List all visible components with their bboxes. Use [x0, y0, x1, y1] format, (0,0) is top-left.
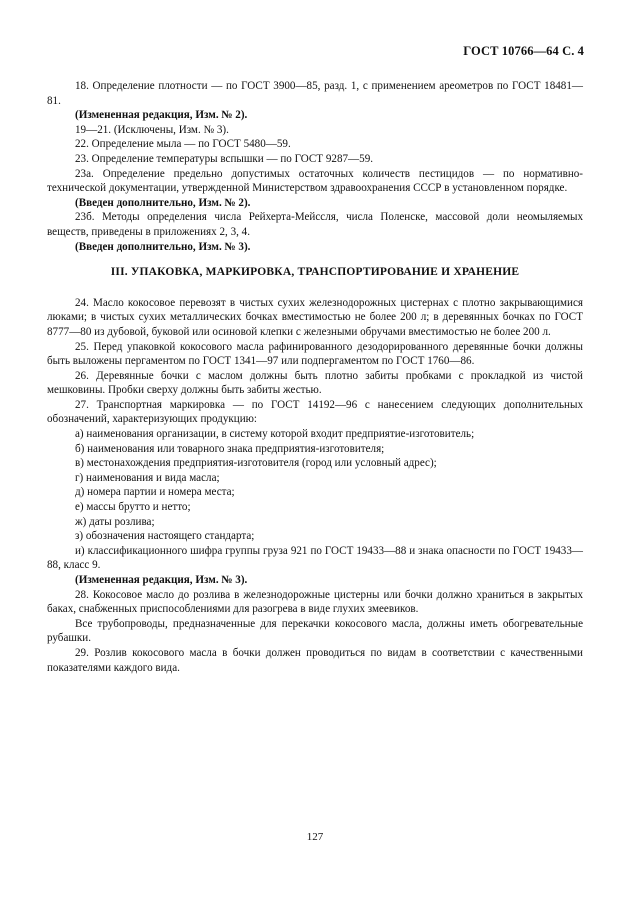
list-item: и) классификационного шифра группы груза 921 по ГОСТ 19433—88 и знака опасности по ГОСТ 19433—88, класс 9. — [47, 544, 583, 572]
paragraph-29: 29. Розлив кокосового масла в бочки должен проводиться по видам в соответствии с качественными показателями каждого вида. — [47, 646, 583, 674]
paragraph-28-continuation: Все трубопроводы, предназначенные для перекачки кокосового масла, должны иметь обогревательные рубашки. — [47, 617, 583, 645]
note-27: (Измененная редакция, Изм. № 3). — [75, 574, 248, 586]
paragraph-27: 27. Транспортная маркировка — по ГОСТ 14192—96 с нанесением следующих дополнительных обозначений, характеризующих продукцию: — [47, 398, 583, 426]
paragraph-24: 24. Масло кокосовое перевозят в чистых сухих железнодорожных цистернах с плотно закрывающимися люками; в чистых сухих металлических бочках вместимостью не более 200 л; в деревянных бочках по ГОСТ 8777—80 из дубовой, буковой или осиновой клепки с железными обручами вместимостью не более 200 л. — [47, 296, 583, 338]
list-item: в) местонахождения предприятия-изготовителя (город или условный адрес); — [75, 457, 437, 470]
note-18: (Измененная редакция, Изм. № 2). — [75, 109, 248, 122]
list-item: б) наименования или товарного знака предприятия-изготовителя; — [75, 442, 385, 455]
note-23b: (Введен дополнительно, Изм. № 3). — [75, 240, 251, 253]
list-item: е) массы брутто и нетто; — [75, 501, 191, 514]
document-body — [47, 79, 583, 675]
page-header: ГОСТ 10766—64 С. 4 — [463, 44, 584, 58]
section-heading: III. УПАКОВКА, МАРКИРОВКА, ТРАНСПОРТИРОВАНИЕ И ХРАНЕНИЕ — [110, 266, 520, 279]
list-item: д) номера партии и номера места; — [75, 486, 235, 499]
paragraph-18: 18. Определение плотности — по ГОСТ 3900—85, разд. 1, с применением ареометров по ГОСТ 18481—81. — [47, 80, 583, 107]
note-23a: (Введен дополнительно, Изм. № 2). — [75, 196, 251, 209]
paragraph-23: 23. Определение температуры вспышки — по ГОСТ 9287—59. — [75, 152, 374, 165]
paragraph-23b: 23б. Методы определения числа Рейхерта-Мейссля, числа Поленске, массовой доли неомыляемых веществ, приведены в приложениях 2, 3, 4. — [47, 211, 583, 238]
paragraph-28: 28. Кокосовое масло до розлива в железнодорожные цистерны или бочки должно храниться в закрытых баках, снабженных приспособлениями для разогрева в виде глухих змеевиков. — [47, 588, 583, 616]
list-item: ж) даты розлива; — [75, 515, 155, 528]
list-item: з) обозначения настоящего стандарта; — [75, 530, 255, 543]
list-item: г) наименования и вида масла; — [75, 471, 220, 484]
paragraph-25: 25. Перед упаковкой кокосового масла рафинированного дезодорированного деревянные бочки должны быть выложены пергаментом по ГОСТ 1341—97 или подпергаментом по ГОСТ 1760—86. — [47, 340, 583, 368]
paragraph-19-21: 19—21. (Исключены, Изм. № 3). — [75, 123, 229, 136]
paragraph-26: 26. Деревянные бочки с маслом должны быть плотно забиты пробками с прокладкой из чистой мешковины. Пробки сверху должны быть забиты жестью. — [47, 369, 583, 397]
list-item: а) наименования организации, в систему которой входит предприятие-изготовитель; — [75, 428, 475, 441]
paragraph-22: 22. Определение мыла — по ГОСТ 5480—59. — [75, 138, 291, 151]
paragraph-23a: 23а. Определение предельно допустимых остаточных количеств пестицидов — по нормативно-технической документации, утвержденной Министерством здравоохранения СССР в установленном порядке. — [47, 167, 583, 195]
page-number: 127 — [306, 831, 324, 843]
